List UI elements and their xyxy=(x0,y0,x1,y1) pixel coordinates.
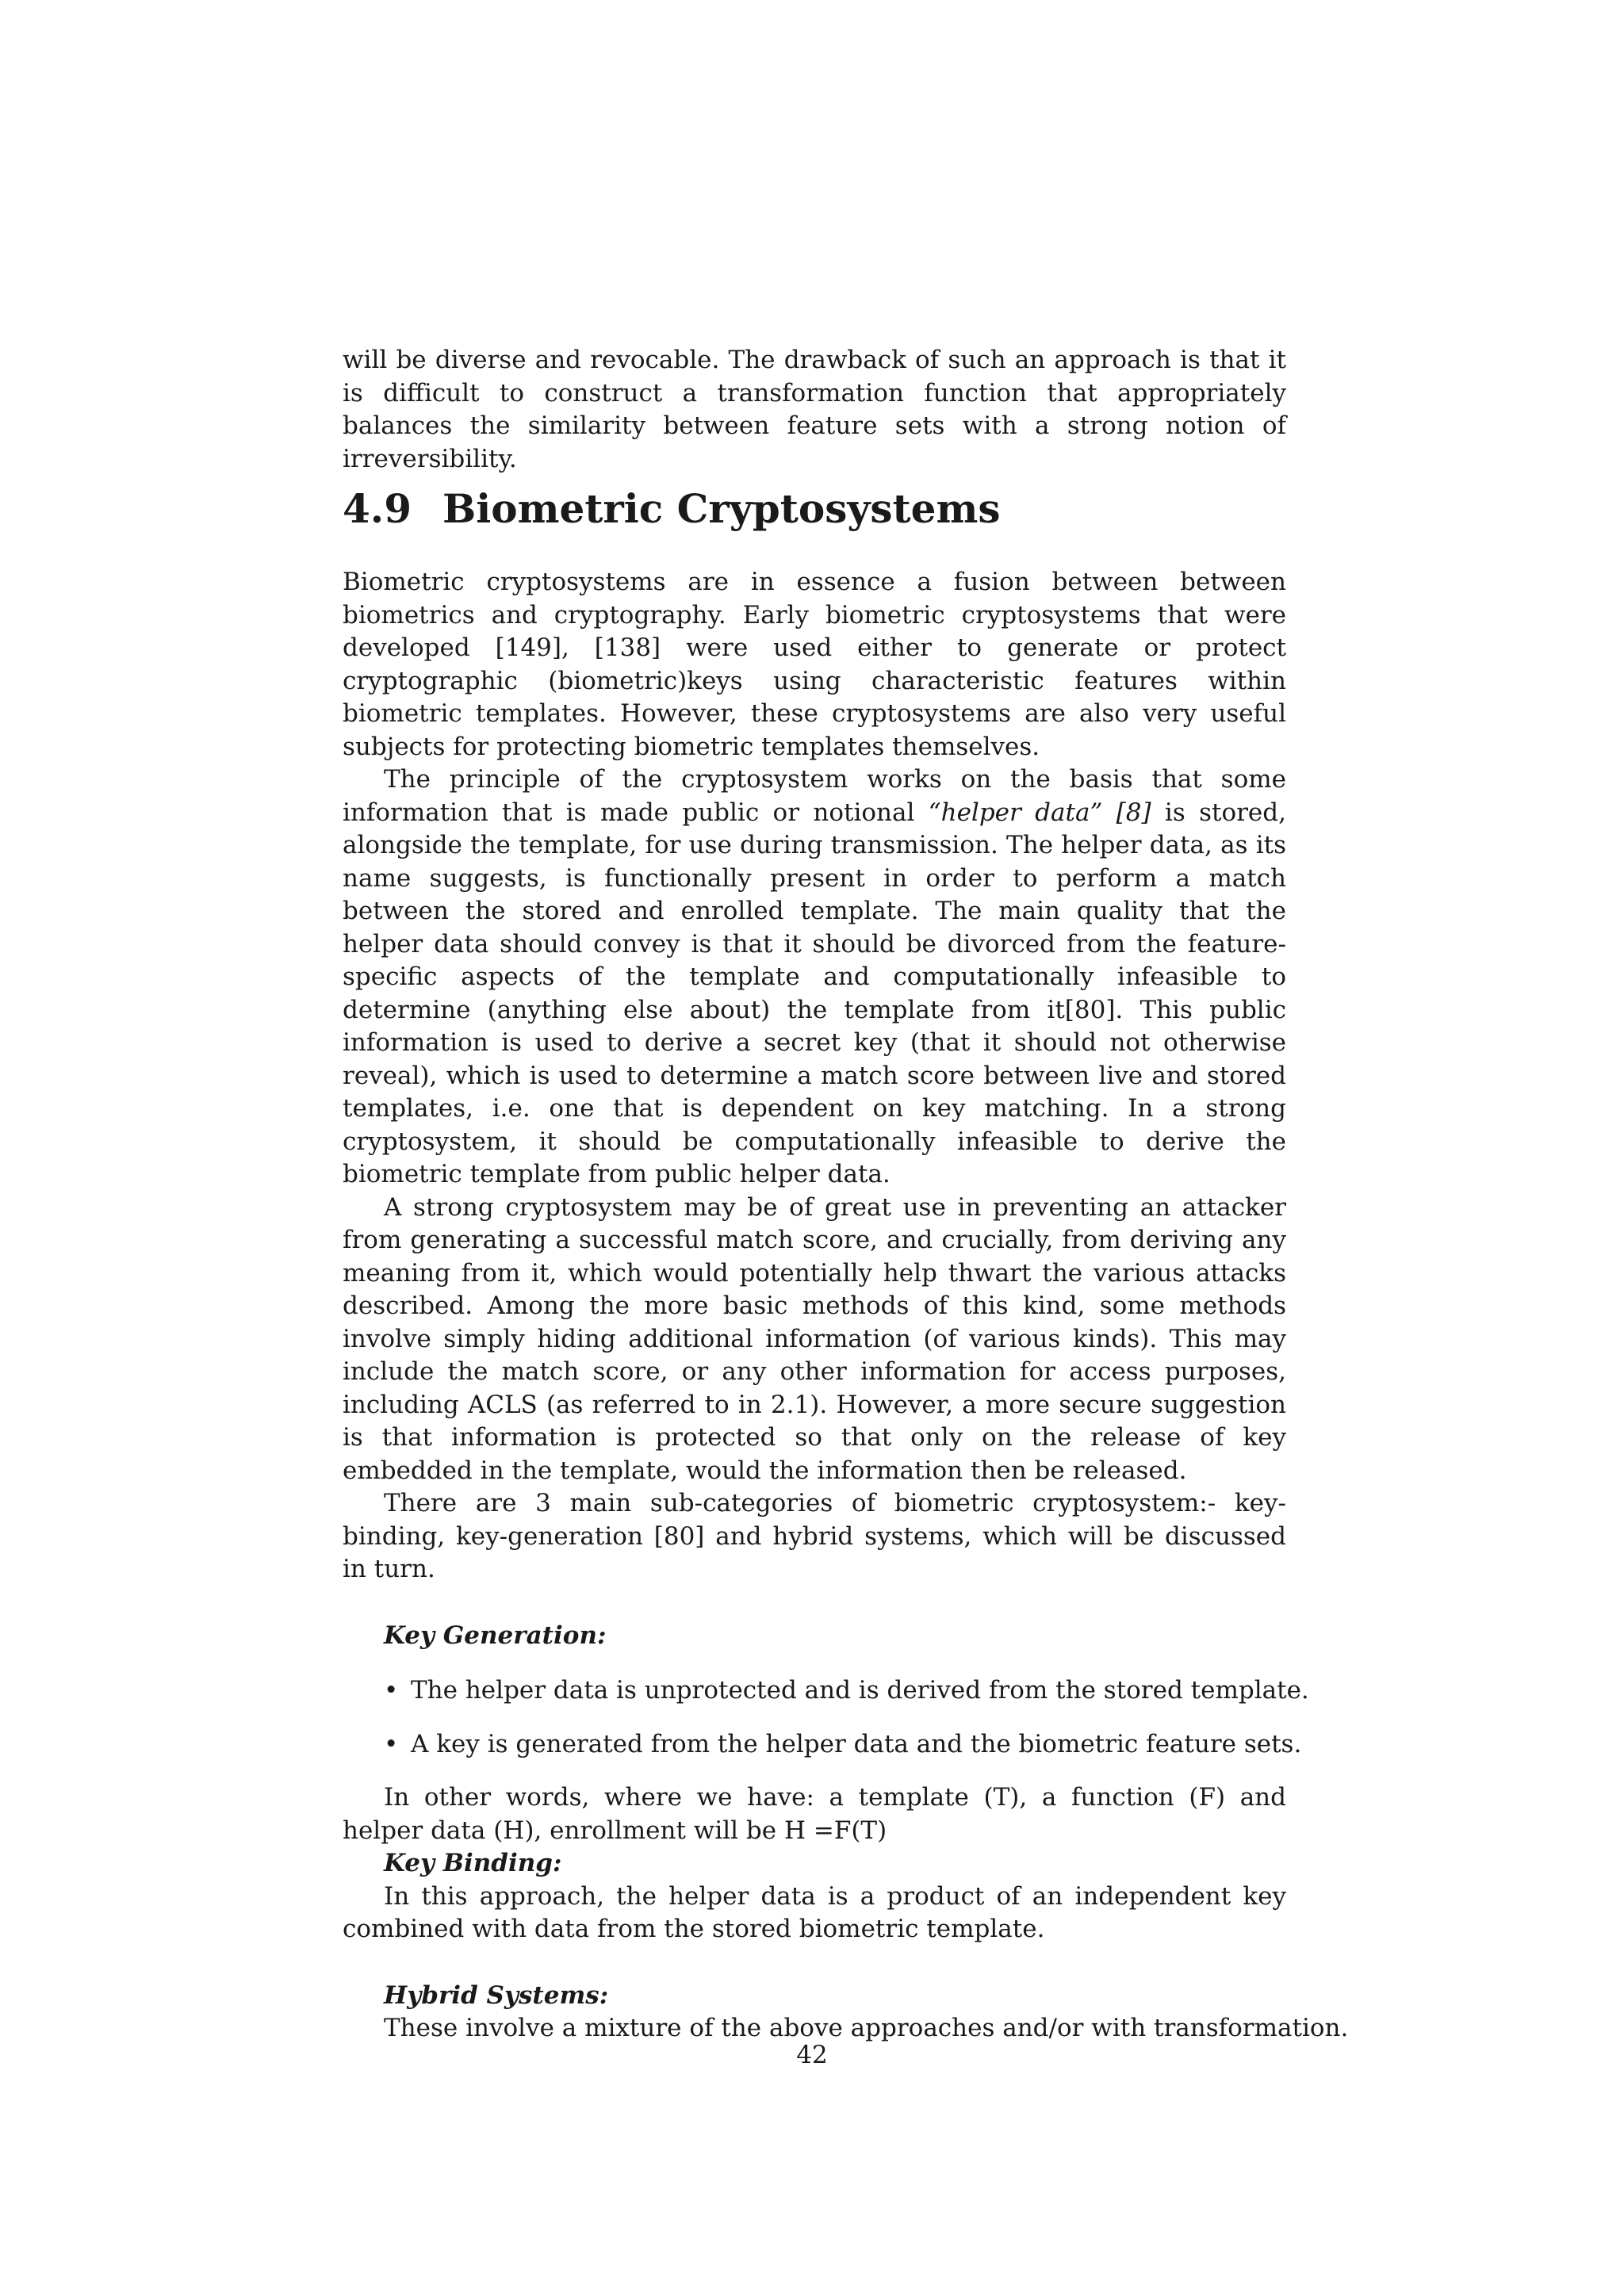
list-item xyxy=(343,1674,1309,1708)
continuation-paragraph: will be diverse and revocable. The drawback of such an approach is that it is difficult to construct a transformation function that appropriately balances the similarity between feature sets with a strong notion of irreversibility. xyxy=(343,346,1286,473)
body-paragraph-3: A strong cryptosystem may be of great use in preventing an attacker from generating a successful match score, and crucially, from deriving any meaning from it, which would potentially help thwart the various attacks described. Among the more basic methods of this kind, some methods involve simply hiding additional information (of various kinds). This may include the match score, or any other information for access purposes, including ACLS (as referred to in 2.1). However, a more secure suggestion is that information is protected so that only on the release of key embedded in the template, would the information then be released. xyxy=(343,1192,1286,1485)
list-item-text: The helper data is unprotected and is derived from the stored template. xyxy=(411,1676,1309,1705)
page-number: 42 xyxy=(796,2041,828,2069)
body-paragraph-4: There are 3 main sub-categories of biometric cryptosystem:- key-binding, key-generation [80] and hybrid systems, which will be discussed in turn. xyxy=(343,1489,1286,1583)
key-generation-list xyxy=(343,1674,1309,1761)
key-generation-followup: In other words, where we have: a template (T), a function (F) and helper data (H), enrollment will be H =F(T) xyxy=(343,1783,1286,1845)
spacer xyxy=(343,1946,1286,1980)
spacer xyxy=(343,1652,1286,1674)
continuation-paragraph-block xyxy=(343,344,1286,476)
spacer xyxy=(343,1586,1286,1620)
section-heading xyxy=(343,485,1001,533)
hybrid-systems-text: These involve a mixture of the above approaches and/or with transformation. xyxy=(384,2014,1349,2042)
list-item-text: A key is generated from the helper data and the biometric feature sets. xyxy=(411,1729,1302,1758)
body-paragraph-2-start: The principle of the cryptosystem works on the basis that some information that is made public or notional xyxy=(343,765,1286,827)
key-binding-text: In this approach, the helper data is a product of an independent key combined with data from the stored biometric template. xyxy=(343,1881,1286,1943)
body-paragraph-1: Biometric cryptosystems are in essence a fusion between between biometrics and cryptography. Early biometric cryptosystems that were developed [149], [138] were used either to generate or protect cryptographic (biometric)keys using characteristic features within biometric templates. However, these cryptosystems are also very useful subjects for protecting biometric templates themselves. xyxy=(343,568,1286,761)
section-body xyxy=(343,566,1349,2045)
key-binding-heading: Key Binding: xyxy=(384,1849,562,1877)
section-number: 4.9 xyxy=(343,485,412,532)
section-title: Biometric Cryptosystems xyxy=(442,485,1001,532)
helper-data-citation: “helper data” [8] xyxy=(928,798,1151,827)
body-paragraph-2 xyxy=(343,763,1286,1192)
list-item xyxy=(343,1728,1302,1762)
key-generation-heading: Key Generation: xyxy=(384,1621,607,1650)
bullet-icon: • xyxy=(384,1729,399,1758)
spacer xyxy=(343,1761,1286,1781)
hybrid-systems-heading: Hybrid Systems: xyxy=(384,1980,609,2010)
body-paragraph-2-end: is stored, alongside the template, for use during transmission. The helper data, as its name suggests, is functionally present in order to perform a match between the stored and enrolled template. The main quality that the helper data should convey is that it should be divorced from the feature-specific aspects of the template and computationally infeasible to determine (anything else about) the template from it[80]. This public information is used to derive a secret key (that it should not otherwise reveal), which is used to determine a match score between live and stored templates, i.e. one that is dependent on key matching. In a strong cryptosystem, it should be computationally infeasible to derive the biometric template from public helper data. xyxy=(343,798,1286,1188)
bullet-icon: • xyxy=(384,1676,399,1705)
